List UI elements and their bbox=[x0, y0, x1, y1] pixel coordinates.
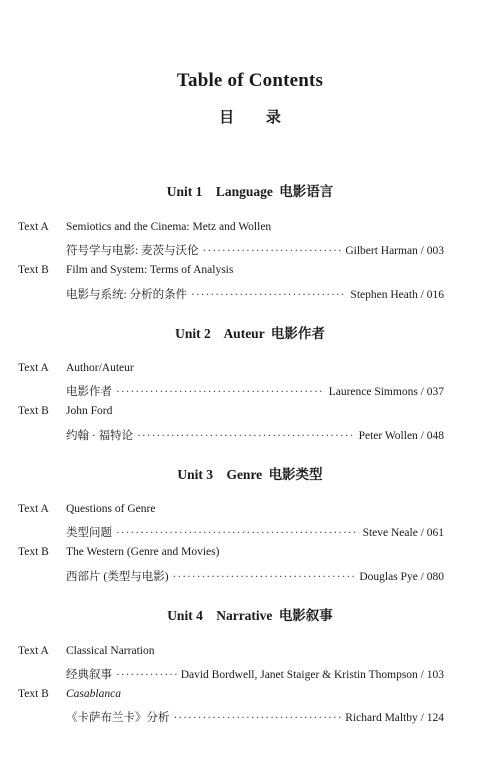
unit-name: Narrative bbox=[216, 608, 273, 623]
author-page: Douglas Pye / 080 bbox=[359, 571, 444, 583]
leader-dots bbox=[116, 527, 359, 539]
text-title-zh: 经典叙事 bbox=[66, 669, 112, 681]
text-title-zh: 电影作者 bbox=[66, 386, 112, 398]
author-page: Steve Neale / 061 bbox=[362, 527, 444, 539]
unit-name-zh: 电影作者 bbox=[270, 326, 325, 341]
unit-name-zh: 电影类型 bbox=[268, 467, 323, 482]
text-title-zh: 西部片 (类型与电影) bbox=[66, 571, 169, 583]
toc-entry[interactable] bbox=[66, 666, 444, 682]
unit-number: Unit 2 bbox=[175, 326, 211, 341]
toc-entry[interactable] bbox=[66, 383, 444, 399]
unit-2-heading bbox=[0, 322, 500, 342]
leader-dots bbox=[116, 669, 177, 681]
leader-dots bbox=[173, 571, 356, 583]
text-title[interactable]: Semiotics and the Cinema: Metz and Wollen bbox=[66, 221, 272, 233]
unit-number: Unit 3 bbox=[177, 467, 214, 482]
author-page: Peter Wollen / 048 bbox=[358, 430, 444, 442]
unit-1-heading bbox=[0, 180, 500, 200]
toc-entry[interactable] bbox=[66, 242, 444, 258]
text-title[interactable]: Questions of Genre bbox=[66, 503, 156, 515]
unit-name: Genre bbox=[226, 467, 263, 482]
author-page: Laurence Simmons / 037 bbox=[328, 386, 444, 398]
leader-dots bbox=[174, 712, 342, 724]
text-label: Text B bbox=[18, 546, 49, 558]
unit-name-zh: 电影叙事 bbox=[278, 608, 333, 623]
text-title[interactable]: Casablanca bbox=[66, 688, 121, 700]
author-page: Gilbert Harman / 003 bbox=[345, 245, 444, 257]
leader-dots bbox=[203, 245, 342, 257]
text-label: Text A bbox=[18, 362, 49, 374]
text-title[interactable]: John Ford bbox=[66, 405, 113, 417]
text-label: Text A bbox=[18, 503, 49, 515]
text-label: Text B bbox=[18, 688, 49, 700]
author-page: David Bordwell, Janet Staiger & Kristin Thompson / 103 bbox=[180, 669, 444, 681]
text-title-zh: 符号学与电影: 麦茨与沃伦 bbox=[66, 245, 199, 257]
text-label: Text A bbox=[18, 221, 49, 233]
unit-4-heading bbox=[0, 604, 500, 624]
toc-entry[interactable] bbox=[66, 524, 444, 540]
text-title-zh: 类型问题 bbox=[66, 527, 112, 539]
toc-entry[interactable] bbox=[66, 709, 444, 725]
leader-dots bbox=[191, 289, 346, 301]
toc-entry[interactable] bbox=[66, 568, 444, 584]
text-label: Text B bbox=[18, 264, 49, 276]
unit-3-heading bbox=[0, 463, 500, 483]
text-title-zh: 约翰 · 福特论 bbox=[66, 430, 134, 442]
toc-entry[interactable] bbox=[66, 427, 444, 443]
unit-number: Unit 1 bbox=[166, 184, 203, 199]
text-title[interactable]: Author/Auteur bbox=[66, 362, 134, 374]
leader-dots bbox=[137, 430, 354, 442]
text-title[interactable]: Classical Narration bbox=[66, 645, 155, 657]
text-title-zh: 《卡萨布兰卡》分析 bbox=[66, 712, 170, 724]
leader-dots bbox=[116, 386, 325, 398]
unit-name-zh: 电影语言 bbox=[279, 184, 334, 199]
text-label: Text B bbox=[18, 405, 49, 417]
text-title[interactable]: Film and System: Terms of Analysis bbox=[66, 264, 234, 276]
text-title-zh: 电影与系统: 分析的条件 bbox=[66, 289, 188, 301]
page-title: Table of Contents bbox=[176, 70, 324, 91]
author-page: Richard Maltby / 124 bbox=[345, 712, 444, 724]
text-label: Text A bbox=[18, 645, 49, 657]
unit-name: Auteur bbox=[223, 326, 265, 341]
author-page: Stephen Heath / 016 bbox=[350, 289, 444, 301]
unit-number: Unit 4 bbox=[167, 608, 203, 623]
unit-name: Language bbox=[215, 184, 273, 199]
toc-entry[interactable] bbox=[66, 286, 444, 302]
page-subtitle: 目 录 bbox=[219, 110, 295, 126]
text-title[interactable]: The Western (Genre and Movies) bbox=[66, 546, 220, 558]
